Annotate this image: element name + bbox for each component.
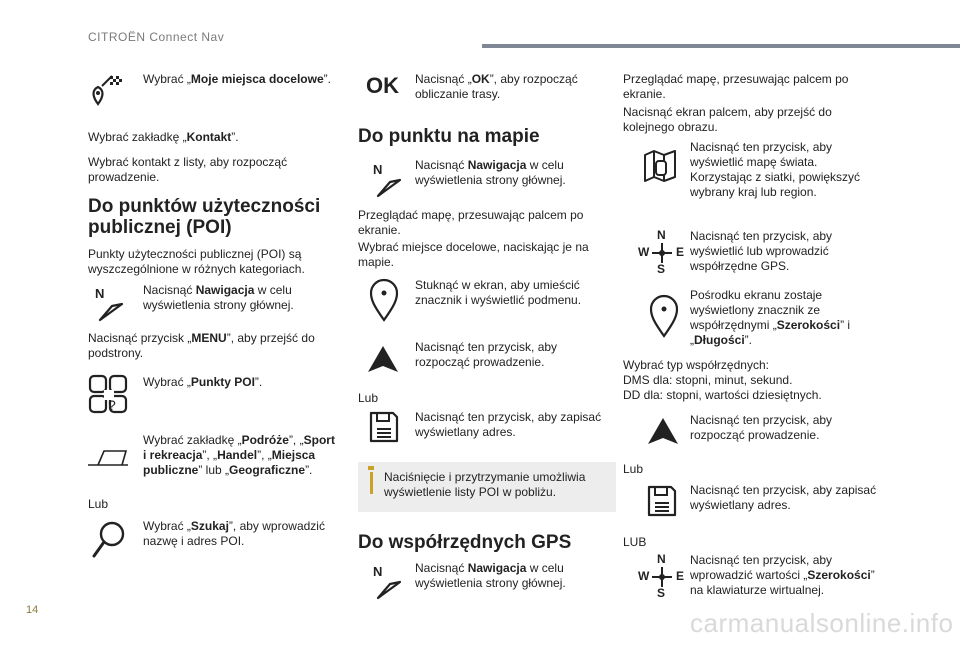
poi-intro: Punkty użyteczności publicznej (POI) są wyszczególnione w różnych kategoriach. [88, 247, 305, 276]
step-menu: Nacisnąć przycisk „MENU”, aby przejść do podstrony. [88, 331, 315, 360]
step-place-marker: Stuknąć w ekran, aby umieścić znacznik i wyświetlić podmenu. [415, 278, 582, 307]
favorite-destination-icon [88, 74, 128, 110]
info-icon [370, 472, 373, 494]
compass-s-2: S [657, 586, 666, 600]
navigation-icon-2 [370, 160, 406, 200]
page-number: 14 [26, 604, 39, 616]
coordinate-type-dd: DD dla: stopni, wartości dziesiętnych. [623, 388, 822, 402]
or-label-2: Lub [358, 391, 379, 405]
section-heading-gps: Do współrzędnych GPS [358, 532, 572, 553]
tabs-icon [86, 446, 130, 468]
step-poi: Wybrać „Punkty POI”. [143, 375, 263, 389]
search-icon [90, 518, 130, 562]
step-coordinates-marker: Pośrodku ekranu zostaje wyświetlony znacznik ze współrzędnymi „Szerokości” i „Długości”. [690, 288, 851, 347]
step-start-guidance: Nacisnąć ten przycisk, aby rozpocząć prowadzenie. [415, 340, 558, 369]
step-search: Wybrać „Szukaj”, aby wprowadzić nazwę i adres POI. [143, 519, 325, 548]
compass-n-2: N [657, 552, 666, 566]
or-label: Lub [88, 497, 109, 511]
header-title: CITROËN Connect Nav [88, 30, 225, 44]
step-navigation-2: Nacisnąć Nawigacja w celu wyświetlenia strony głównej. [415, 158, 566, 187]
step-world-map: Nacisnąć ten przycisk, aby wyświetlić mapę świata. Korzystając z siatki, powiększyć wybrany kraj lub region. [690, 140, 861, 199]
header-bar [482, 44, 960, 48]
svg-text:N: N [373, 564, 383, 579]
step-ok: Nacisnąć „OK”, aby rozpocząć obliczanie trasy. [415, 72, 578, 101]
svg-text:N: N [95, 286, 105, 301]
compass-e: E [676, 245, 685, 259]
compass-w-2: W [638, 569, 650, 583]
map-marker-icon [368, 278, 400, 322]
start-guidance-icon-2 [646, 416, 680, 446]
start-guidance-icon [366, 344, 400, 374]
compass-s: S [657, 262, 666, 276]
step-navigation-3: Nacisnąć Nawigacja w celu wyświetlenia strony głównej. [415, 561, 566, 590]
browse-map: Przeglądać mapę, przesuwając palcem po ekranie. [358, 208, 584, 237]
save-icon-2 [646, 484, 678, 518]
select-destination: Wybrać miejsce docelowe, naciskając je na mapie. [358, 240, 589, 269]
gps-coordinates-icon [638, 229, 686, 277]
step-contact-list: Wybrać kontakt z listy, aby rozpocząć prowadzenie. [88, 155, 288, 184]
step-navigation: Nacisnąć Nawigacja w celu wyświetlenia strony głównej. [143, 283, 294, 312]
compass-w: W [638, 245, 650, 259]
step-save-address: Nacisnąć ten przycisk, aby zapisać wyświetlany adres. [415, 410, 602, 439]
svg-text:N: N [373, 162, 383, 177]
navigation-icon-3 [370, 562, 406, 602]
tip-text: Naciśnięcie i przytrzymanie umożliwia wyświetlenie listy POI w pobliżu. [384, 470, 586, 499]
step-save-address-2: Nacisnąć ten przycisk, aby zapisać wyświetlany adres. [690, 483, 877, 512]
browse-map-2: Przeglądać mapę, przesuwając palcem po ekranie. [623, 72, 849, 101]
section-heading-poi: Do punktów użyteczności publicznej (POI) [88, 196, 321, 238]
step-gps: Nacisnąć ten przycisk, aby wyświetlić lub wprowadzić współrzędne GPS. [690, 229, 833, 273]
save-icon [368, 410, 400, 444]
step-latitude-keyboard: Nacisnąć ten przycisk, aby wprowadzić wartości „Szerokości” na klawiaturze wirtualnej. [690, 553, 875, 597]
compass-e-2: E [676, 569, 685, 583]
poi-categories-icon [88, 374, 130, 416]
coordinate-type: Wybrać typ współrzędnych: [623, 358, 769, 372]
next-screen: Nacisnąć ekran palcem, aby przejść do kolejnego obrazu. [623, 105, 832, 134]
gps-coordinates-icon-2 [638, 553, 686, 601]
world-map-icon [642, 147, 678, 185]
navigation-icon [92, 284, 128, 324]
watermark: carmanualsonline.info [690, 608, 954, 638]
step-categories: Wybrać zakładkę „Podróże”, „Sport i rekreacja”, „Handel”, „Miejsca publiczne” lub „Geograficzne”. [143, 433, 335, 477]
tip-icon-dot [368, 466, 374, 470]
step-start-guidance-2: Nacisnąć ten przycisk, aby rozpocząć prowadzenie. [690, 413, 833, 442]
step-contact-tab: Wybrać zakładkę „Kontakt”. [88, 130, 239, 144]
or-label-3: Lub [623, 462, 644, 476]
coordinate-type-dms: DMS dla: stopni, minut, sekund. [623, 373, 793, 387]
ok-icon: OK [366, 73, 399, 98]
compass-n: N [657, 228, 666, 242]
map-marker-icon-2 [648, 294, 680, 338]
svg-text:?: ? [108, 397, 116, 413]
section-heading-map-point: Do punktu na mapie [358, 126, 540, 147]
or-label-4: LUB [623, 535, 647, 549]
step-favorites: Wybrać „Moje miejsca docelowe”. [143, 72, 331, 86]
